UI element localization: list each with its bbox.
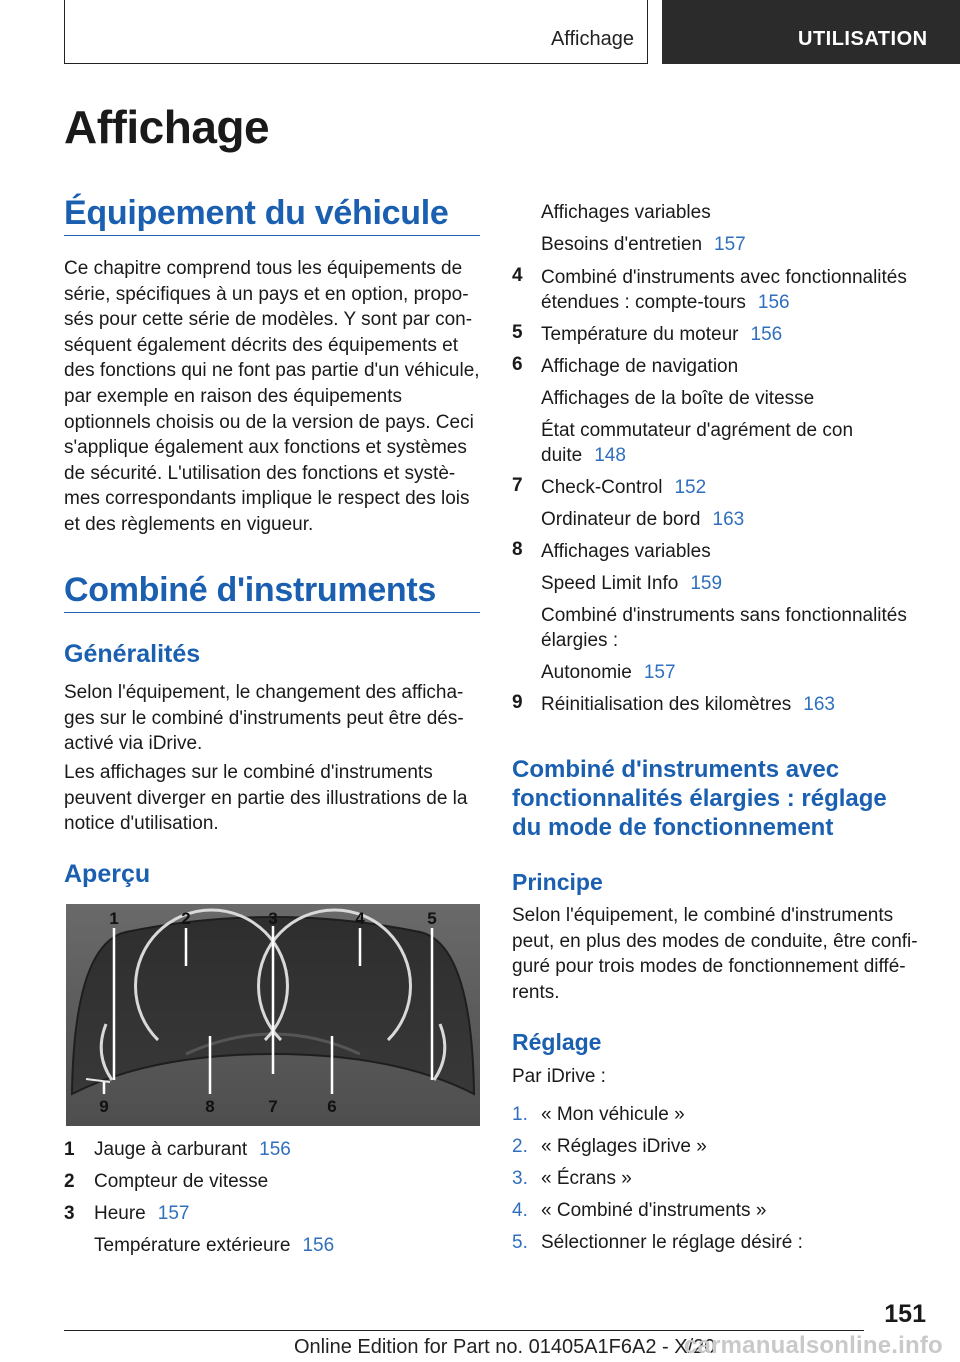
legend-item: Check-Control 152 — [541, 477, 707, 498]
legend-subitem: Affichages de la boîte de vitesse — [541, 388, 815, 409]
callout-8: 8 — [205, 1097, 215, 1116]
legend-number: 8 — [512, 539, 523, 560]
legend-item: Température du moteur 156 — [541, 324, 783, 345]
legend-subitem: Autonomie 157 — [541, 662, 676, 683]
legend-item-cont: étendues : compte-tours 156 — [541, 292, 790, 313]
heading-principle: Principe — [512, 869, 603, 895]
legend-subitem: État commutateur d'agrément de con — [541, 420, 854, 441]
callout-6: 6 — [327, 1097, 337, 1116]
page-reference-link[interactable]: 157 — [714, 234, 746, 255]
page-reference-link[interactable]: 148 — [594, 445, 626, 466]
legend-number: 9 — [512, 692, 523, 713]
page-title: Affichage — [64, 101, 270, 153]
legend-item: Réinitialisation des kilomètres 163 — [541, 694, 835, 715]
page-number: 151 — [884, 1300, 926, 1328]
general-text-2: Les affichages sur le combiné d'instruments peuvent diverger en partie des illustrations de la notice d'utilisation. — [64, 762, 468, 835]
legend-item: Combiné d'instruments avec fonctionnalités — [541, 267, 907, 288]
legend-subitem-cont: duite 148 — [541, 445, 626, 466]
callout-5: 5 — [427, 909, 437, 928]
principle-text: Selon l'équipement, le combiné d'instruments peut, en plus des modes de conduite, être configuré pour trois modes de fonctionnement différents. — [512, 905, 918, 1003]
page-reference-link[interactable]: 159 — [690, 573, 723, 594]
legend-number: 6 — [512, 354, 523, 375]
heading-setting: Réglage — [512, 1029, 602, 1055]
heading-instrument-cluster: Combiné d'instruments — [64, 571, 437, 609]
heading-rule — [64, 612, 480, 613]
legend-subitem: Température extérieure 156 — [94, 1235, 335, 1256]
page-reference-link[interactable]: 163 — [803, 694, 835, 715]
page-reference-link[interactable]: 157 — [643, 662, 676, 683]
callout-1: 1 — [109, 909, 119, 928]
legend-subitem: Besoins d'entretien 157 — [541, 234, 746, 255]
legend-number: 4 — [512, 265, 523, 286]
callout-3: 3 — [268, 909, 278, 928]
heading-extended-cluster-mode: Combiné d'instruments avec fonctionnalités élargies : réglage du mode de fonctionnement — [512, 756, 887, 841]
legend-subitem: Combiné d'instruments sans fonctionnalités — [541, 605, 907, 626]
legend-item: Affichages variables — [541, 541, 711, 562]
page-reference-link[interactable]: 152 — [674, 477, 707, 498]
page-reference-link[interactable]: 156 — [302, 1235, 335, 1256]
header-chapter-tab[interactable]: UTILISATION — [662, 0, 960, 64]
legend-subitem-cont: élargies : — [541, 630, 619, 651]
header-section-title: Affichage — [550, 28, 634, 50]
vehicle-equipment-text: Ce chapitre comprend tous les équipements de série, spécifiques à un pays et en option, proposés pour cette série de modèles. Y sont par conséquent également décrits des équipements et des fonctions qui ne font pas partie d'un véhicule, par exemple en raison des équipements optionnels choisis ou de la version de pays. Ceci s'applique également aux fonctions et systèmes de sécurité. L'utilisation des fonctions et systèmes correspondants implique le respect des lois et des règlements en vigueur. — [64, 258, 480, 535]
callout-7: 7 — [268, 1097, 278, 1116]
page-reference-link[interactable]: 156 — [750, 324, 783, 345]
legend-item: Affichage de navigation — [541, 356, 739, 377]
page-reference-link[interactable]: 156 — [757, 292, 790, 313]
callout-2: 2 — [181, 909, 191, 928]
legend-subitem: Ordinateur de bord 163 — [541, 509, 745, 530]
setting-intro: Par iDrive : — [512, 1066, 606, 1087]
page-reference-link[interactable]: 156 — [259, 1139, 291, 1160]
heading-general: Généralités — [64, 640, 201, 668]
footer-rule — [64, 1330, 864, 1331]
heading-vehicle-equipment: Équipement du véhicule — [64, 194, 449, 232]
general-text-1: Selon l'équipement, le changement des affichages sur le combiné d'instruments peut être désactivé via iDrive. — [64, 682, 464, 755]
legend-number: 7 — [512, 475, 523, 496]
legend-subitem: Speed Limit Info 159 — [541, 573, 723, 594]
footer-edition: Online Edition for Part no. 01405A1F6A2 - X/20 — [294, 1336, 716, 1358]
heading-overview: Aperçu — [64, 860, 151, 888]
footer-watermark: carmanualsonline.info — [684, 1332, 943, 1359]
callout-9: 9 — [99, 1097, 109, 1116]
page-reference-link[interactable]: 163 — [712, 509, 745, 530]
legend-subitem: Affichages variables — [541, 202, 711, 223]
page-reference-link[interactable]: 157 — [157, 1203, 190, 1224]
callout-4: 4 — [355, 909, 365, 928]
legend-number: 5 — [512, 322, 523, 343]
instrument-cluster-illustration — [66, 904, 480, 1126]
heading-rule — [64, 235, 480, 236]
